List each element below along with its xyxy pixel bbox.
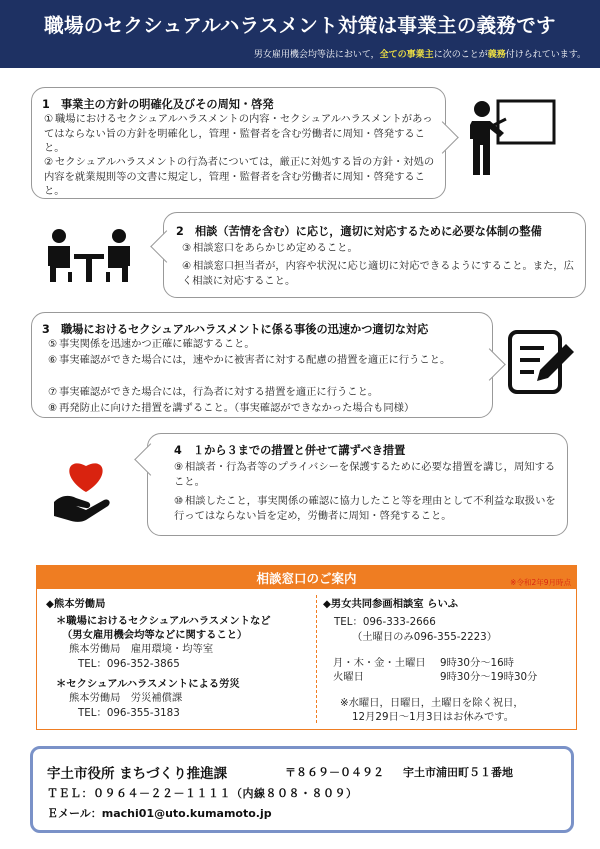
header-banner	[0, 0, 600, 68]
section-2-item-3	[182, 241, 580, 256]
consult-topic-2-tel: TEL：096-355-3183	[78, 707, 180, 719]
consult-closed-note-1: ※水曜日，日曜日，土曜日を除く祝日，	[340, 697, 524, 709]
section-4-heading: 4 １から３までの措置と併せて講ずべき措置	[174, 444, 406, 457]
footer-zip: 〒８６９－０４９２	[285, 766, 384, 779]
consult-closed-note-2: 12月29日～1月3日はお休みです。	[352, 711, 515, 723]
item-text: 事実確認ができた場合には，速やかに被害者に対する配慮の措置を適正に行うこと。	[59, 354, 451, 366]
contact-footer	[30, 746, 574, 833]
consult-right-org: ◆男女共同参画相談室 らいふ	[323, 598, 459, 610]
consult-header	[36, 565, 577, 589]
consult-topic-1-line-2: （男女雇用機会均等などに関すること）	[62, 629, 248, 641]
consult-hours-2: 9時30分～19時30分	[440, 671, 538, 683]
item-number: ⑨	[174, 461, 184, 473]
consult-date-note: ※令和2年9月時点	[510, 578, 571, 587]
teacher-board-icon	[462, 95, 558, 183]
heart-hand-icon	[50, 452, 122, 522]
item-number: ⑤	[48, 338, 58, 350]
section-2-heading: 2 相談（苦情を含む）に応じ，適切に対応するために必要な体制の整備	[176, 225, 542, 238]
subtitle-highlight-obligation: 義務	[487, 50, 506, 60]
section-4-bubble	[147, 433, 568, 536]
item-number: ②	[44, 156, 54, 168]
item-number: ⑧	[48, 402, 58, 414]
section-1-item-1	[44, 112, 436, 156]
section-3-item-7	[48, 385, 484, 400]
item-number: ⑦	[48, 386, 58, 398]
item-text: 事実確認ができた場合には，行為者に対する措置を適正に行うこと。	[59, 386, 379, 398]
section-2-item-4	[182, 259, 580, 288]
item-number: ③	[182, 242, 192, 254]
subtitle-highlight-employers: 全ての事業主	[379, 50, 434, 60]
section-3-bubble	[31, 312, 493, 418]
section-3-heading: 3 職場におけるセクシュアルハラスメントに係る事後の迅速かつ適切な対応	[42, 323, 429, 336]
item-text: 相談したこと，事実関係の確認に協力したこと等を理由として不利益な取扱いを行ってはならない旨を定め，労働者に周知・啓発すること。	[174, 495, 556, 522]
subtitle-text: 男女雇用機会均等法において，	[253, 50, 380, 60]
header-subtitle	[254, 47, 586, 60]
meeting-people-icon	[44, 228, 134, 286]
section-3-item-8	[48, 401, 484, 416]
consult-topic-1-tel: TEL：096-352-3865	[78, 658, 180, 670]
item-number: ①	[44, 113, 54, 125]
consult-topic-2: ＊セクシュアルハラスメントによる労災	[56, 678, 240, 690]
section-2-bubble	[163, 212, 586, 298]
item-text: 相談者・行為者等のプライバシーを保護するために必要な措置を講じ，周知すること。	[174, 461, 556, 488]
document-pen-icon	[504, 326, 580, 398]
consult-right-tel-note: （土曜日のみ096-355-2223）	[352, 631, 498, 643]
item-text: 相談窓口をあらかじめ定めること。	[193, 242, 358, 254]
section-3-item-5	[48, 337, 484, 352]
section-3-item-6	[48, 353, 484, 368]
email-label: Ｅメール：	[47, 807, 102, 820]
consult-hours-1: 9時30分～16時	[440, 657, 514, 669]
item-text: 事実関係を迅速かつ正確に確認すること。	[59, 338, 255, 350]
subtitle-text: に次のことが	[433, 50, 488, 60]
consult-title: 相談窓口のご案内	[256, 571, 357, 586]
footer-tel: ＴＥＬ：０９６４－２２－１１１１（内線８０８・８０９）	[47, 787, 358, 800]
item-number: ⑥	[48, 354, 58, 366]
item-number: ④	[182, 260, 192, 272]
section-1-item-2	[44, 155, 436, 199]
section-1-bubble	[31, 87, 446, 199]
section-4-item-10	[174, 494, 558, 523]
subtitle-text: 付けられています。	[505, 50, 586, 60]
item-text: 職場におけるセクシュアルハラスメントの内容・セクシュアルハラスメントがあってはならない旨の方針を明確化し，管理・監督者を含む労働者に周知・啓発すること。	[44, 113, 433, 155]
item-text: 再発防止に向けた措置を講ずること。（事実確認ができなかった場合も同様）	[59, 402, 415, 414]
item-text: 相談窓口担当者が，内容や状況に応じ適切に対応できるようにすること。また，広く相談に対応すること。	[182, 260, 574, 287]
consult-days-2: 火曜日	[333, 671, 364, 683]
page-title: 職場のセクシュアルハラスメント対策は事業主の義務です	[44, 14, 556, 37]
consult-divider	[316, 595, 317, 723]
item-number: ⑩	[174, 495, 184, 507]
section-4-item-9	[174, 460, 558, 489]
footer-email	[47, 805, 272, 821]
consult-right-tel: TEL：096-333-2666	[334, 616, 436, 628]
email-address[interactable]: machi01@uto.kumamoto.jp	[101, 807, 272, 820]
consult-topic-1-dept: 熊本労働局 雇用環境・均等室	[69, 643, 214, 655]
footer-address: 宇土市浦田町５１番地	[403, 766, 513, 779]
consult-left-org: ◆熊本労働局	[46, 598, 106, 610]
footer-office: 宇土市役所 まちづくり推進課	[47, 766, 228, 782]
item-text: セクシュアルハラスメントの行為者については，厳正に対処する旨の方針・対処の内容を就業規則等の文書に規定し，管理・監督者を含む労働者に周知・啓発すること。	[44, 156, 435, 198]
consult-topic-1-line-1: ＊職場におけるセクシュアルハラスメントなど	[56, 615, 271, 627]
consult-topic-2-dept: 熊本労働局 労災補償課	[69, 692, 183, 704]
consult-days-1: 月・木・金・土曜日	[333, 657, 426, 669]
section-1-heading: 1 事業主の方針の明確化及びその周知・啓発	[42, 98, 274, 111]
